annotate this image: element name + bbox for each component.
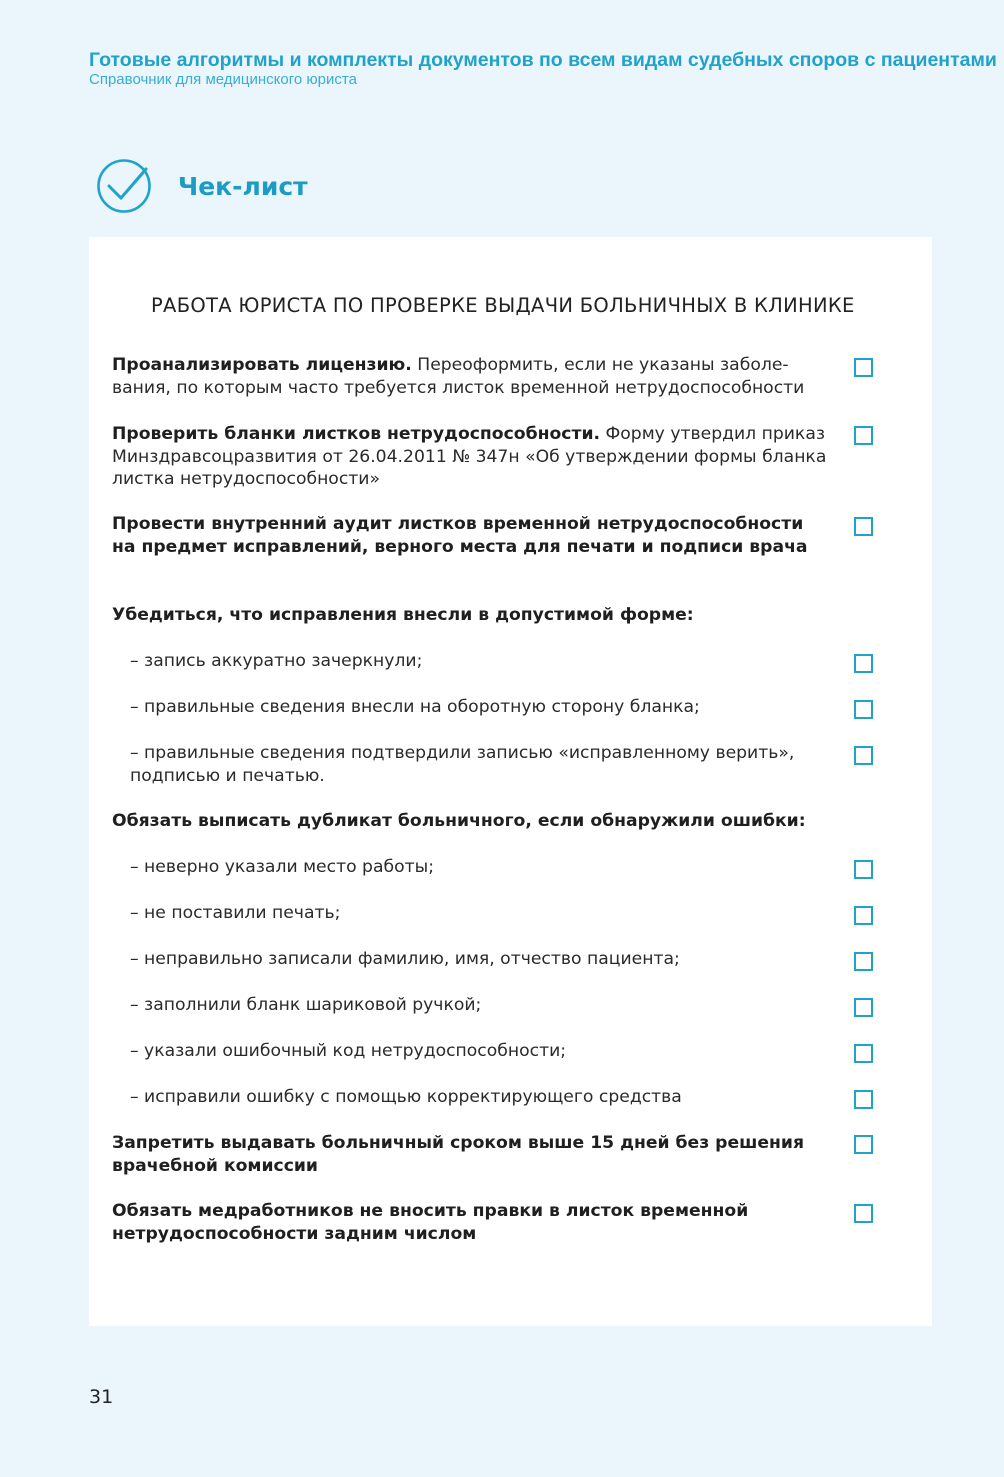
checklist-item xyxy=(112,513,832,558)
checklist-item xyxy=(112,1132,832,1177)
item-text: – неверно указали место работы; xyxy=(130,857,434,877)
item-text: – заполнили бланк шариковой ручкой; xyxy=(130,995,482,1015)
page-header xyxy=(89,49,997,89)
checklist-item xyxy=(112,423,832,491)
checkbox[interactable] xyxy=(854,426,873,445)
checkbox[interactable] xyxy=(854,1044,873,1063)
item-text: – запись аккуратно зачеркнули; xyxy=(130,651,423,671)
checklist-subitem xyxy=(130,742,820,787)
checklist-subitem xyxy=(130,994,830,1017)
checkbox[interactable] xyxy=(854,517,873,536)
checklist-title: Чек-лист xyxy=(178,171,308,201)
item-bold: Убедиться, что исправления внесли в допустимой форме: xyxy=(112,605,694,625)
checklist-card xyxy=(89,237,932,1326)
header-subtitle: Справочник для медицинского юриста xyxy=(89,71,357,88)
checklist-subitem xyxy=(130,902,830,925)
page-number: 31 xyxy=(89,1386,114,1408)
checkbox[interactable] xyxy=(854,1204,873,1223)
item-bold: Обязать выписать дубликат больничного, если обнаружили ошибки: xyxy=(112,811,806,831)
checkbox[interactable] xyxy=(854,1135,873,1154)
check-circle-icon xyxy=(96,158,152,214)
checkbox[interactable] xyxy=(854,860,873,879)
item-bold: Обязать медработников не вносить правки в листок временной нетрудоспособности задним числом xyxy=(112,1201,749,1244)
checklist-subitem xyxy=(130,696,830,719)
checklist-section-heading xyxy=(112,810,832,833)
item-bold: Провести внутренний аудит листков временной нетрудоспособности на предмет исправлений, верного места для печати и подписи врача xyxy=(112,514,808,557)
item-bold: Проверить бланки листков нетрудоспособности. xyxy=(112,424,601,444)
item-text: – исправили ошибку с помощью корректирующего средства xyxy=(130,1087,682,1107)
checkbox[interactable] xyxy=(854,358,873,377)
checkbox[interactable] xyxy=(854,952,873,971)
checkbox[interactable] xyxy=(854,998,873,1017)
item-text: – правильные сведения подтвердили записью «исправленному верить», подписью и печатью. xyxy=(130,743,795,786)
header-title: Готовые алгоритмы и комплекты документов по всем видам судебных споров с пациентами xyxy=(89,49,997,71)
item-text: Форму утвердил приказ Минздравсоцразвития от 26.04.2011 № 347н «Об утверждении формы бланка листка нетрудоспособности» xyxy=(112,424,827,489)
item-text: – неправильно записали фамилию, имя, отчество пациента; xyxy=(130,949,680,969)
checklist-heading xyxy=(96,158,308,214)
item-text: – правильные сведения внесли на оборотную сторону бланка; xyxy=(130,697,700,717)
item-bold: Запретить выдавать больничный сроком выше 15 дней без решения врачебной комиссии xyxy=(112,1133,804,1176)
checklist-subitem xyxy=(130,856,830,879)
checklist-subitem xyxy=(130,1040,830,1063)
checkbox[interactable] xyxy=(854,906,873,925)
checkbox[interactable] xyxy=(854,1090,873,1109)
checklist-subitem xyxy=(130,948,830,971)
checkbox[interactable] xyxy=(854,654,873,673)
item-bold: Проанализировать лицензию. xyxy=(112,355,412,375)
checkbox[interactable] xyxy=(854,746,873,765)
checkbox[interactable] xyxy=(854,700,873,719)
checklist-section-heading xyxy=(112,604,832,627)
checklist-subitem xyxy=(130,650,830,673)
checklist-item xyxy=(112,354,832,399)
checklist-item xyxy=(112,1200,832,1245)
item-text: – не поставили печать; xyxy=(130,903,341,923)
card-title: РАБОТА ЮРИСТА ПО ПРОВЕРКЕ ВЫДАЧИ БОЛЬНИЧНЫХ В КЛИНИКЕ xyxy=(151,294,855,317)
item-text: Переоформить, если не указаны заболевания, по которым часто требуется листок временной нетрудоспособности xyxy=(112,355,805,398)
item-text: – указали ошибочный код нетрудоспособности; xyxy=(130,1041,567,1061)
checklist-subitem xyxy=(130,1086,830,1109)
